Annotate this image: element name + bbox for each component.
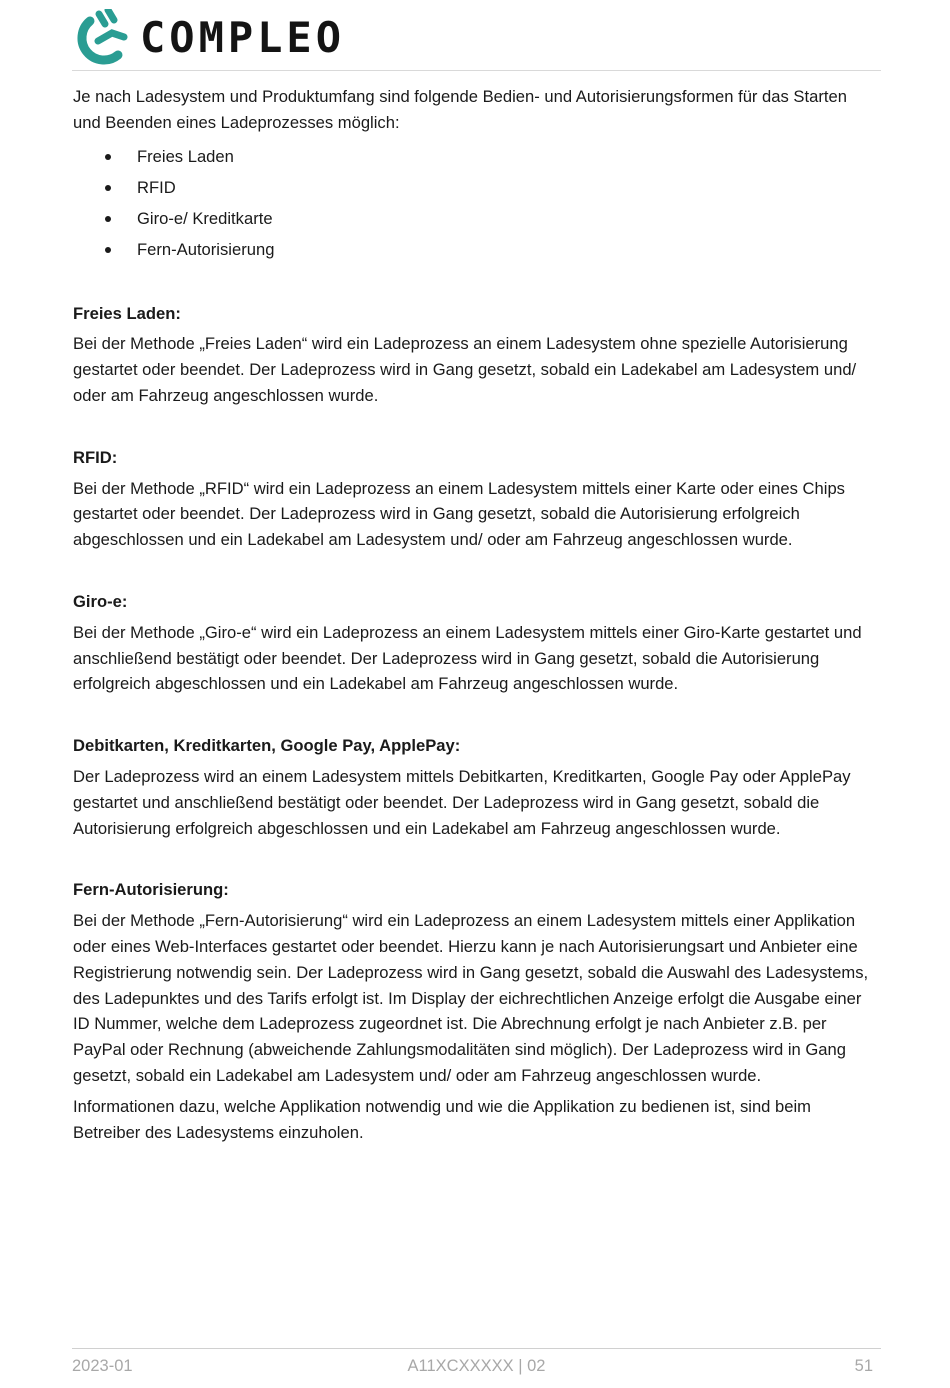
list-item: Giro-e/ Kreditkarte: [73, 203, 873, 234]
section-heading: Freies Laden:: [73, 303, 181, 323]
brand-logo: [72, 8, 345, 68]
section-giro-e: [73, 589, 873, 697]
page-footer: [72, 1348, 881, 1388]
section-heading: RFID:: [73, 447, 118, 467]
section-card-payments: [73, 733, 873, 841]
section-rfid: [73, 445, 873, 553]
page-content: [73, 84, 873, 1145]
section-heading: Giro-e:: [73, 591, 128, 611]
brand-name: COMPLEO: [140, 13, 346, 62]
section-freies-laden: [73, 301, 873, 409]
intro-paragraph: Je nach Ladesystem und Produktumfang sind folgende Bedien- und Autorisierungsformen für das Starten und Beenden eines Ladeprozesses möglich:: [73, 87, 847, 132]
section-heading: Debitkarten, Kreditkarten, Google Pay, ApplePay:: [73, 736, 461, 756]
section-paragraph: Bei der Methode „Giro-e“ wird ein Ladeprozess an einem Ladesystem mittels einer Giro-Karte gestartet und anschließend bestätigt oder beendet. Der Ladeprozess wird in Gang gesetzt, sobald die Autorisierung erfolgreich abgeschlossen und ein Ladekabel am Fahrzeug angeschlossen wurde.: [73, 622, 862, 694]
section-heading: Fern-Autorisierung:: [73, 880, 229, 900]
footer-document-id: A11XCXXXXX | 02: [407, 1357, 546, 1375]
authorization-methods-list: [73, 141, 873, 265]
section-paragraph: Informationen dazu, welche Applikation notwendig und wie die Applikation zu bedienen ist, sind beim Betreiber des Ladesystems einzuholen.: [73, 1096, 811, 1142]
list-item: Freies Laden: [73, 141, 873, 172]
section-paragraph: Bei der Methode „Fern-Autorisierung“ wird ein Ladeprozess an einem Ladesystem mittels einer Applikation oder eines Web-Interfaces gestartet oder beendet. Hierzu kann je nach Autorisierungsart und Anbieter eine Registrierung notwendig sein. Der Ladeprozess wird in Gang gesetzt, sobald die Auswahl des Ladesystems, des Ladepunktes und des Tarifs erfolgt ist. Im Display der eichrechtlichen Anzeige erfolgt die Ausgabe einer ID Nummer, welche dem Ladeprozess zugeordnet ist. Die Abrechnung erfolgt je nach Anbieter z.B. per PayPal oder Rechnung (abweichende Zahlungsmodalitäten sind möglich). Der Ladeprozess wird in Gang gesetzt, sobald ein Ladekabel am Ladesystem und/ oder am Fahrzeug angeschlossen wurde.: [73, 911, 869, 1085]
section-paragraph: Bei der Methode „RFID“ wird ein Ladeprozess an einem Ladesystem mittels einer Karte oder eines Chips gestartet oder beendet. Der Ladeprozess wird in Gang gesetzt, sobald die Autorisierung erfolgreich abgeschlossen und ein Ladekabel am Ladesystem und/ oder am Fahrzeug angeschlossen wurde.: [73, 478, 845, 550]
page-header: [72, 8, 881, 71]
list-item: RFID: [73, 172, 873, 203]
list-item: Fern-Autorisierung: [73, 234, 873, 265]
section-paragraph: Der Ladeprozess wird an einem Ladesystem mittels Debitkarten, Kreditkarten, Google Pay oder ApplePay gestartet und anschließend bestätigt oder beendet. Der Ladeprozess wird in Gang gesetzt, sobald die Autorisierung erfolgreich abgeschlossen und ein Ladekabel am Fahrzeug angeschlossen wurde.: [73, 766, 851, 838]
compleo-plug-logo-icon: [72, 9, 130, 67]
page-number: 51: [854, 1357, 873, 1375]
section-fern-autorisierung: [73, 877, 873, 1145]
footer-date: 2023-01: [72, 1357, 133, 1375]
section-paragraph: Bei der Methode „Freies Laden“ wird ein Ladeprozess an einem Ladesystem ohne spezielle Autorisierung gestartet oder beendet. Der Ladeprozess wird in Gang gesetzt, sobald ein Ladekabel am Ladesystem und/ oder am Fahrzeug angeschlossen wurde.: [73, 334, 857, 405]
